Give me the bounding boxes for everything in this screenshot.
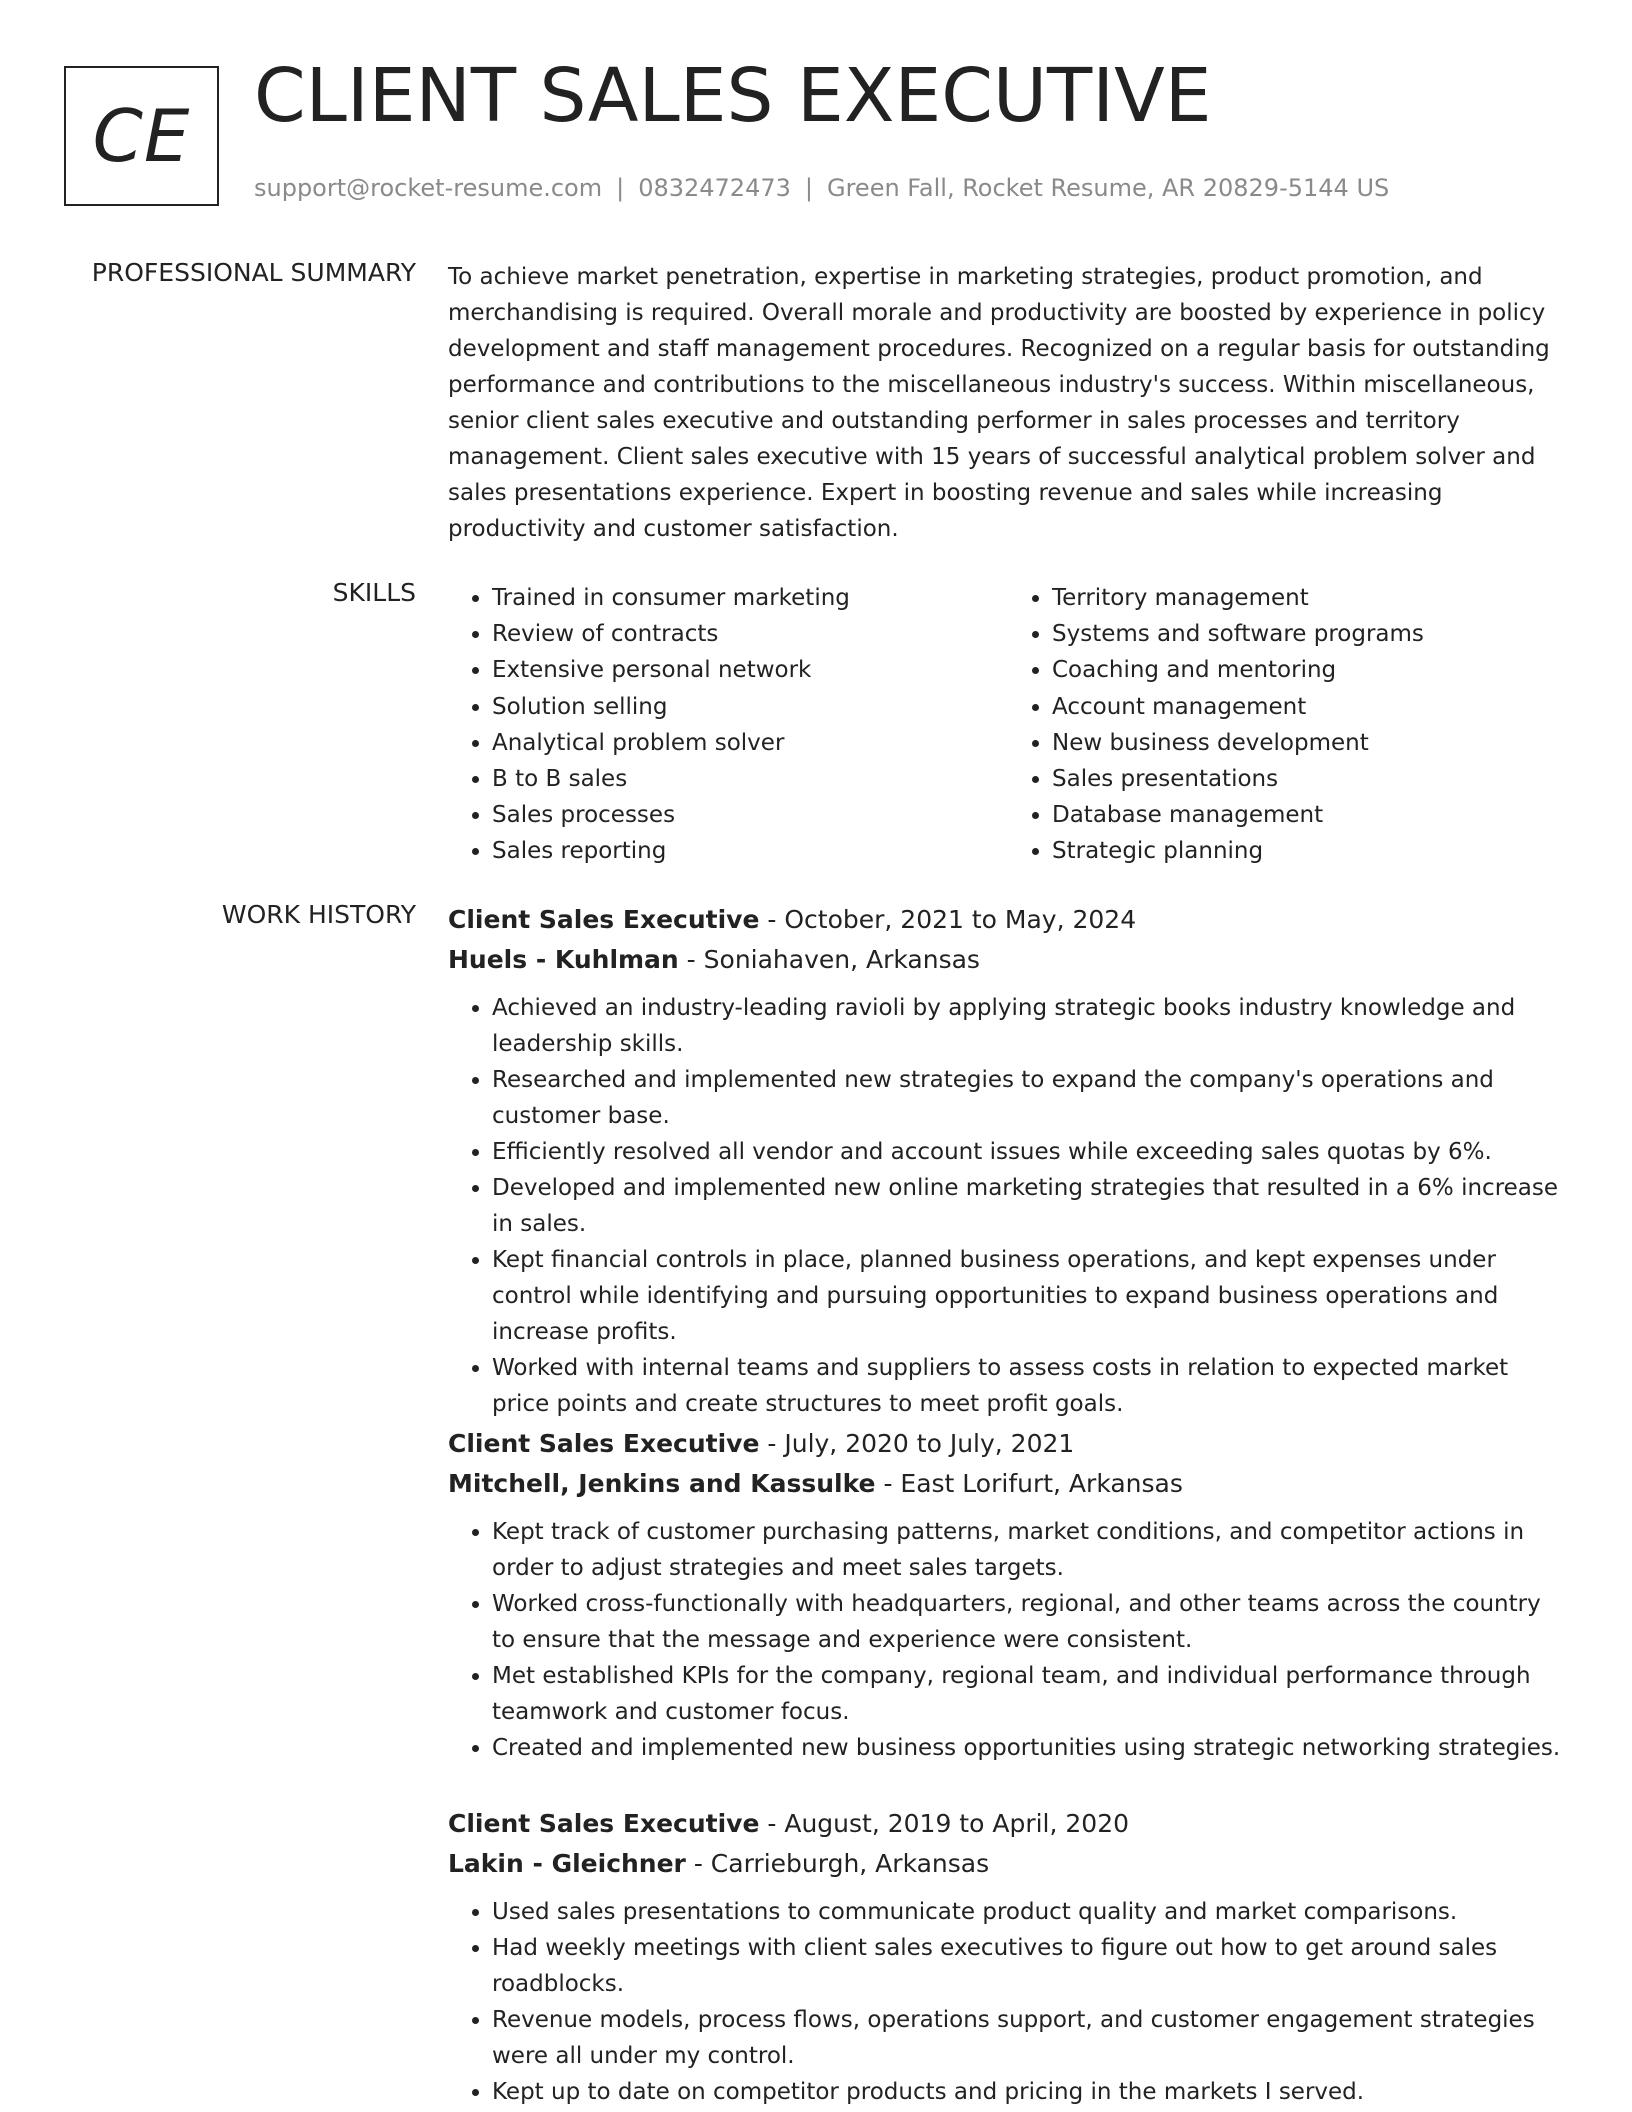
summary-heading: PROFESSIONAL SUMMARY [91,258,416,287]
job-bullet: • Worked cross-functionally with headquarters, regional, and other teams across the country to ensure that the message and experience were consistent. [492,1586,1568,1658]
job-company: Huels - Kuhlman [448,945,679,974]
job-dates: - October, 2021 to May, 2024 [759,905,1137,934]
job-entry [448,1424,1568,1766]
skill-item: • Database management [1052,797,1568,833]
skill-item: • Strategic planning [1052,833,1568,869]
job-company-line [448,1464,1568,1504]
summary-text: To achieve market penetration, expertise in marketing strategies, product promotion, and merchandising is required. Overall morale and productivity are boosted by experience in policy development and staff management procedures. Recognized on a regular basis for outstanding performance and contributions to the miscellaneous industry's success. Within miscellaneous, senior client sales executive and outstanding performer in sales processes and territory management. Client sales executive with 15 years of successful analytical problem solver and sales presentations experience. Expert in boosting revenue and sales while increasing productivity and customer satisfaction. [448,264,1550,542]
skill-item: • Solution selling [492,689,1008,725]
job-bullet: • Used sales presentations to communicate product quality and market comparisons. [492,1894,1568,1930]
skills-heading: SKILLS [332,578,416,607]
job-bullets [448,1894,1568,2110]
job-location: - Soniahaven, Arkansas [678,945,980,974]
skill-item: • Analytical problem solver [492,725,1008,761]
skill-item: • Coaching and mentoring [1052,652,1568,688]
job-dates: - August, 2019 to April, 2020 [759,1809,1130,1838]
job-bullet: • Achieved an industry-leading ravioli by applying strategic books industry knowledge and leadership skills. [492,990,1568,1062]
job-company: Lakin - Gleichner [448,1849,686,1878]
monogram-logo: CE [64,66,219,206]
job-company: Mitchell, Jenkins and Kassulke [448,1469,876,1498]
skills-column-left [448,580,1008,870]
job-title: Client Sales Executive [448,905,760,934]
job-bullet: • Efficiently resolved all vendor and account issues while exceeding sales quotas by 6%. [492,1134,1568,1170]
job-dates: - July, 2020 to July, 2021 [759,1429,1075,1458]
contact-phone: 0832472473 [638,174,791,202]
skill-item: • Trained in consumer marketing [492,580,1008,616]
contact-email: support@rocket-resume.com [254,174,603,202]
job-bullet: • Developed and implemented new online marketing strategies that resulted in a 6% increase in sales. [492,1170,1568,1242]
job-title: Client Sales Executive [448,1809,760,1838]
job-bullet: • Kept up to date on competitor products and pricing in the markets I served. [492,2074,1568,2110]
skill-item: • Systems and software programs [1052,616,1568,652]
job-entry [448,900,1568,1422]
contact-separator: | [616,174,625,202]
job-title: Client Sales Executive [448,1429,760,1458]
skill-item: • Sales presentations [1052,761,1568,797]
job-bullet: • Revenue models, process flows, operations support, and customer engagement strategies were all under my control. [492,2002,1568,2074]
skills-column-right [1008,580,1568,870]
skills-list [448,580,1568,870]
skill-item: • Account management [1052,689,1568,725]
contact-line [254,174,1389,202]
skill-item: • Territory management [1052,580,1568,616]
job-bullets [448,990,1568,1422]
skill-item: • New business development [1052,725,1568,761]
job-bullet: • Met established KPIs for the company, regional team, and individual performance through teamwork and customer focus. [492,1658,1568,1730]
page-title: CLIENT SALES EXECUTIVE [254,53,1212,139]
job-title-line [448,1424,1568,1464]
job-company-line [448,1844,1568,1884]
job-location: - Carrieburgh, Arkansas [685,1849,990,1878]
skill-item: • Sales processes [492,797,1008,833]
job-entry [448,1804,1568,2110]
job-bullets [448,1514,1568,1766]
job-bullet: • Worked with internal teams and suppliers to assess costs in relation to expected market price points and create structures to meet profit goals. [492,1350,1568,1422]
job-location: - East Lorifurt, Arkansas [875,1469,1183,1498]
job-bullet: • Had weekly meetings with client sales executives to figure out how to get around sales roadblocks. [492,1930,1568,2002]
contact-address: Green Fall, Rocket Resume, AR 20829-5144 US [826,174,1390,202]
job-bullet: • Researched and implemented new strategies to expand the company's operations and customer base. [492,1062,1568,1134]
job-bullet: • Kept financial controls in place, planned business operations, and kept expenses under control while identifying and pursuing opportunities to expand business operations and increase profits. [492,1242,1568,1350]
skill-item: • Extensive personal network [492,652,1008,688]
job-title-line [448,1804,1568,1844]
job-company-line [448,940,1568,980]
skill-item: • B to B sales [492,761,1008,797]
skill-item: • Sales reporting [492,833,1008,869]
work-history-heading: WORK HISTORY [221,900,416,929]
job-title-line [448,900,1568,940]
job-bullet: • Created and implemented new business opportunities using strategic networking strategies. [492,1730,1568,1766]
contact-separator: | [804,174,813,202]
skill-item: • Review of contracts [492,616,1008,652]
job-bullet: • Kept track of customer purchasing patterns, market conditions, and competitor actions in order to adjust strategies and meet sales targets. [492,1514,1568,1586]
